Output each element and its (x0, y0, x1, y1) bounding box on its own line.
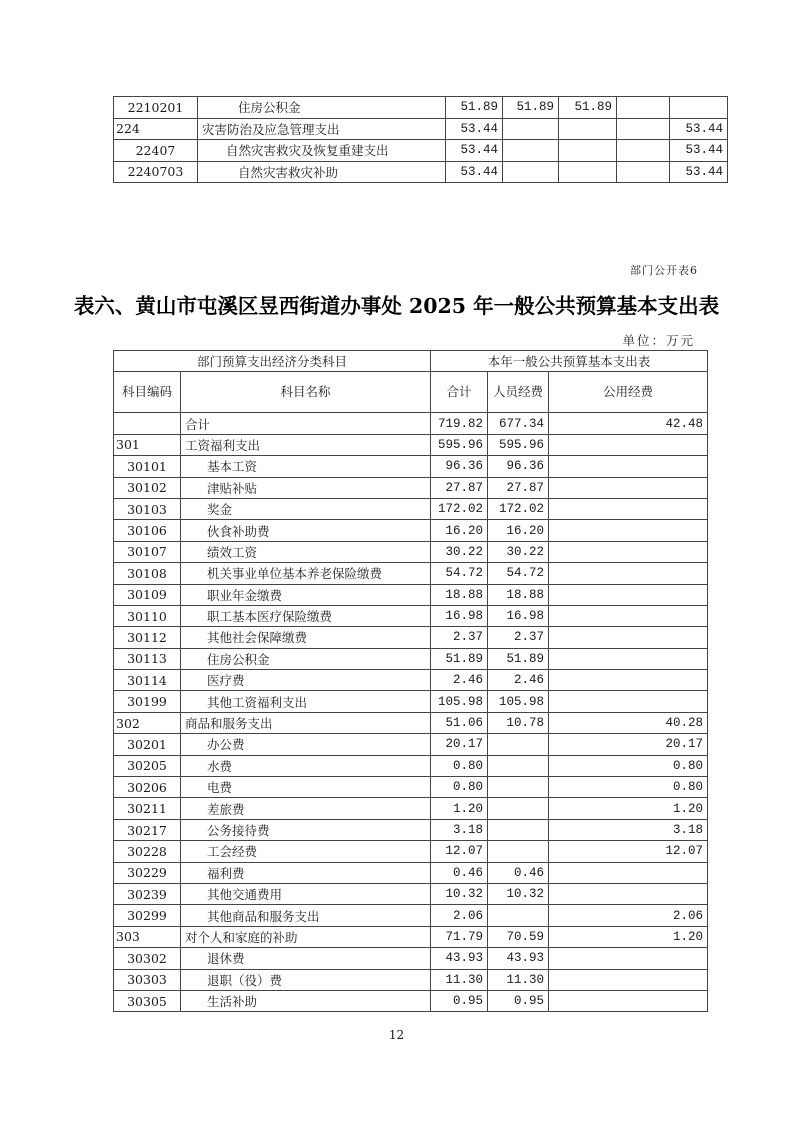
row-total: 172.02 (431, 498, 488, 519)
header-row-group (114, 351, 708, 372)
table-row (114, 670, 708, 691)
row-personnel: 172.02 (488, 498, 549, 519)
table-row (114, 605, 708, 626)
row-total: 96.36 (431, 456, 488, 477)
row-total: 20.17 (431, 734, 488, 755)
table-row (114, 118, 728, 140)
row-name: 职工基本医疗保险缴费 (181, 605, 431, 626)
row-code: 30109 (114, 584, 181, 605)
row-public (549, 969, 708, 990)
row-code: 30106 (114, 520, 181, 541)
row-personnel: 43.93 (488, 948, 549, 969)
row-personnel: 105.98 (488, 691, 549, 712)
table-row (114, 498, 708, 519)
table-row (114, 734, 708, 755)
table-row (114, 777, 708, 798)
row-public: 40.28 (549, 712, 708, 733)
row-total: 0.95 (431, 990, 488, 1011)
row-public (549, 456, 708, 477)
table-row (114, 97, 728, 119)
row-code: 30103 (114, 498, 181, 519)
row-code: 22407 (114, 140, 198, 162)
row-code: 30302 (114, 948, 181, 969)
table-row (114, 883, 708, 904)
page-title: 表六、黄山市屯溪区昱西街道办事处 2025 年一般公共预算基本支出表 (73, 294, 720, 318)
table-row (114, 819, 708, 840)
table-row (114, 584, 708, 605)
row-total: 54.72 (431, 563, 488, 584)
row-public (549, 691, 708, 712)
row-name: 合计 (181, 413, 431, 434)
row-value (617, 140, 670, 162)
row-public (549, 648, 708, 669)
row-total: 12.07 (431, 841, 488, 862)
row-personnel: 27.87 (488, 477, 549, 498)
row-name: 差旅费 (181, 798, 431, 819)
table-row (114, 755, 708, 776)
row-total: 2.37 (431, 627, 488, 648)
row-code: 30303 (114, 969, 181, 990)
row-code: 30112 (114, 627, 181, 648)
row-name: 水费 (181, 755, 431, 776)
row-total: 18.88 (431, 584, 488, 605)
table-row (114, 712, 708, 733)
row-total: 2.46 (431, 670, 488, 691)
row-name: 津贴补贴 (181, 477, 431, 498)
row-total: 30.22 (431, 541, 488, 562)
table-row (114, 905, 708, 926)
row-public (549, 670, 708, 691)
row-code: 30305 (114, 990, 181, 1011)
table-row (114, 477, 708, 498)
row-total: 105.98 (431, 691, 488, 712)
table-row (114, 948, 708, 969)
row-code: 30201 (114, 734, 181, 755)
row-value (617, 118, 670, 140)
row-public (549, 883, 708, 904)
row-value: 51.89 (559, 97, 617, 119)
header-row-columns (114, 372, 708, 413)
row-name: 工资福利支出 (181, 434, 431, 455)
row-name: 伙食补助费 (181, 520, 431, 541)
row-value: 53.44 (446, 161, 503, 183)
row-code: 30107 (114, 541, 181, 562)
row-name: 其他商品和服务支出 (181, 905, 431, 926)
row-value: 53.44 (670, 161, 728, 183)
row-public (549, 520, 708, 541)
table-row (114, 841, 708, 862)
table-row (114, 798, 708, 819)
row-public: 3.18 (549, 819, 708, 840)
row-name: 灾害防治及应急管理支出 (198, 118, 446, 140)
row-total: 0.80 (431, 777, 488, 798)
row-total: 16.20 (431, 520, 488, 541)
row-value: 53.44 (670, 118, 728, 140)
row-personnel: 0.95 (488, 990, 549, 1011)
row-public (549, 605, 708, 626)
row-personnel (488, 841, 549, 862)
row-code: 30108 (114, 563, 181, 584)
row-personnel: 595.96 (488, 434, 549, 455)
row-name: 基本工资 (181, 456, 431, 477)
table-row (114, 520, 708, 541)
row-public (549, 477, 708, 498)
row-name: 工会经费 (181, 841, 431, 862)
row-code: 303 (114, 926, 181, 947)
row-code: 30206 (114, 777, 181, 798)
header-group-right: 本年一般公共预算基本支出表 (431, 351, 708, 372)
row-value (617, 161, 670, 183)
sheet-label: 部门公开表6 (630, 264, 698, 277)
row-public (549, 498, 708, 519)
row-public: 0.80 (549, 777, 708, 798)
header-group-left: 部门预算支出经济分类科目 (114, 351, 431, 372)
col-header-total: 合计 (431, 372, 488, 413)
row-value (670, 97, 728, 119)
col-header-name: 科目名称 (181, 372, 431, 413)
row-value: 53.44 (446, 118, 503, 140)
row-personnel: 96.36 (488, 456, 549, 477)
row-code: 2240703 (114, 161, 198, 183)
table-row (114, 434, 708, 455)
row-value (559, 140, 617, 162)
table-row (114, 161, 728, 183)
row-code: 30205 (114, 755, 181, 776)
table-row (114, 990, 708, 1011)
row-public: 42.48 (549, 413, 708, 434)
row-personnel: 18.88 (488, 584, 549, 605)
row-total: 27.87 (431, 477, 488, 498)
row-public: 1.20 (549, 798, 708, 819)
row-total: 43.93 (431, 948, 488, 969)
row-total: 0.80 (431, 755, 488, 776)
row-name: 公务接待费 (181, 819, 431, 840)
row-name: 电费 (181, 777, 431, 798)
table-row (114, 926, 708, 947)
row-public: 1.20 (549, 926, 708, 947)
row-public (549, 948, 708, 969)
row-total: 10.32 (431, 883, 488, 904)
row-code: 301 (114, 434, 181, 455)
row-name: 其他工资福利支出 (181, 691, 431, 712)
row-personnel (488, 798, 549, 819)
row-code: 30217 (114, 819, 181, 840)
row-personnel (488, 734, 549, 755)
row-personnel: 0.46 (488, 862, 549, 883)
row-name: 奖金 (181, 498, 431, 519)
row-personnel: 54.72 (488, 563, 549, 584)
row-personnel: 11.30 (488, 969, 549, 990)
table-row (114, 862, 708, 883)
budget-expense-table (113, 350, 708, 1012)
row-value: 51.89 (503, 97, 559, 119)
table-row (114, 456, 708, 477)
row-code: 30239 (114, 883, 181, 904)
row-public: 2.06 (549, 905, 708, 926)
row-name: 生活补助 (181, 990, 431, 1011)
row-personnel (488, 777, 549, 798)
row-personnel: 10.32 (488, 883, 549, 904)
col-header-personnel: 人员经费 (488, 372, 549, 413)
table-row (114, 969, 708, 990)
row-public (549, 627, 708, 648)
row-name: 住房公积金 (198, 97, 446, 119)
row-public (549, 862, 708, 883)
row-code: 30102 (114, 477, 181, 498)
table-row (114, 648, 708, 669)
table-row (114, 691, 708, 712)
row-personnel: 16.98 (488, 605, 549, 626)
table-row (114, 140, 728, 162)
row-total: 0.46 (431, 862, 488, 883)
row-name: 退休费 (181, 948, 431, 969)
row-total: 16.98 (431, 605, 488, 626)
row-public (549, 541, 708, 562)
row-value (617, 97, 670, 119)
row-code: 30101 (114, 456, 181, 477)
row-code: 30299 (114, 905, 181, 926)
row-total: 51.89 (431, 648, 488, 669)
row-name: 自然灾害救灾及恢复重建支出 (198, 140, 446, 162)
row-name: 医疗费 (181, 670, 431, 691)
row-total: 1.20 (431, 798, 488, 819)
row-value: 51.89 (446, 97, 503, 119)
table-row (114, 563, 708, 584)
row-public (549, 584, 708, 605)
row-total: 51.06 (431, 712, 488, 733)
row-total: 719.82 (431, 413, 488, 434)
row-value: 53.44 (446, 140, 503, 162)
row-code: 30199 (114, 691, 181, 712)
row-total: 2.06 (431, 905, 488, 926)
row-name: 退职（役）费 (181, 969, 431, 990)
col-header-code: 科目编码 (114, 372, 181, 413)
row-name: 住房公积金 (181, 648, 431, 669)
row-value: 53.44 (670, 140, 728, 162)
row-code: 30228 (114, 841, 181, 862)
row-name: 自然灾害救灾补助 (198, 161, 446, 183)
row-public (549, 563, 708, 584)
row-public: 20.17 (549, 734, 708, 755)
row-personnel: 10.78 (488, 712, 549, 733)
row-value (503, 161, 559, 183)
row-personnel: 2.37 (488, 627, 549, 648)
row-code: 2210201 (114, 97, 198, 119)
row-value (503, 140, 559, 162)
page-number: 12 (388, 1028, 405, 1042)
row-public: 12.07 (549, 841, 708, 862)
row-personnel: 2.46 (488, 670, 549, 691)
row-personnel (488, 819, 549, 840)
row-name: 绩效工资 (181, 541, 431, 562)
row-total: 11.30 (431, 969, 488, 990)
row-code: 30211 (114, 798, 181, 819)
row-name: 职业年金缴费 (181, 584, 431, 605)
row-personnel: 677.34 (488, 413, 549, 434)
table-row (114, 413, 708, 434)
row-total: 595.96 (431, 434, 488, 455)
row-name: 福利费 (181, 862, 431, 883)
row-name: 机关事业单位基本养老保险缴费 (181, 563, 431, 584)
row-name: 商品和服务支出 (181, 712, 431, 733)
row-public: 0.80 (549, 755, 708, 776)
row-name: 其他交通费用 (181, 883, 431, 904)
row-code: 302 (114, 712, 181, 733)
row-personnel: 30.22 (488, 541, 549, 562)
row-public (549, 990, 708, 1011)
row-code: 30114 (114, 670, 181, 691)
table-row (114, 541, 708, 562)
table-row (114, 627, 708, 648)
row-code (114, 413, 181, 434)
col-header-public: 公用经费 (549, 372, 708, 413)
row-total: 71.79 (431, 926, 488, 947)
row-personnel: 51.89 (488, 648, 549, 669)
row-value (559, 161, 617, 183)
row-personnel: 16.20 (488, 520, 549, 541)
row-code: 30110 (114, 605, 181, 626)
row-personnel (488, 755, 549, 776)
row-value (559, 118, 617, 140)
row-total: 3.18 (431, 819, 488, 840)
row-personnel (488, 905, 549, 926)
row-value (503, 118, 559, 140)
row-personnel: 70.59 (488, 926, 549, 947)
row-name: 其他社会保障缴费 (181, 627, 431, 648)
row-code: 30229 (114, 862, 181, 883)
unit-label: 单位：万元 (622, 333, 695, 348)
row-name: 办公费 (181, 734, 431, 755)
row-name: 对个人和家庭的补助 (181, 926, 431, 947)
row-public (549, 434, 708, 455)
row-code: 30113 (114, 648, 181, 669)
previous-table-continuation (113, 96, 728, 183)
row-code: 224 (114, 118, 198, 140)
